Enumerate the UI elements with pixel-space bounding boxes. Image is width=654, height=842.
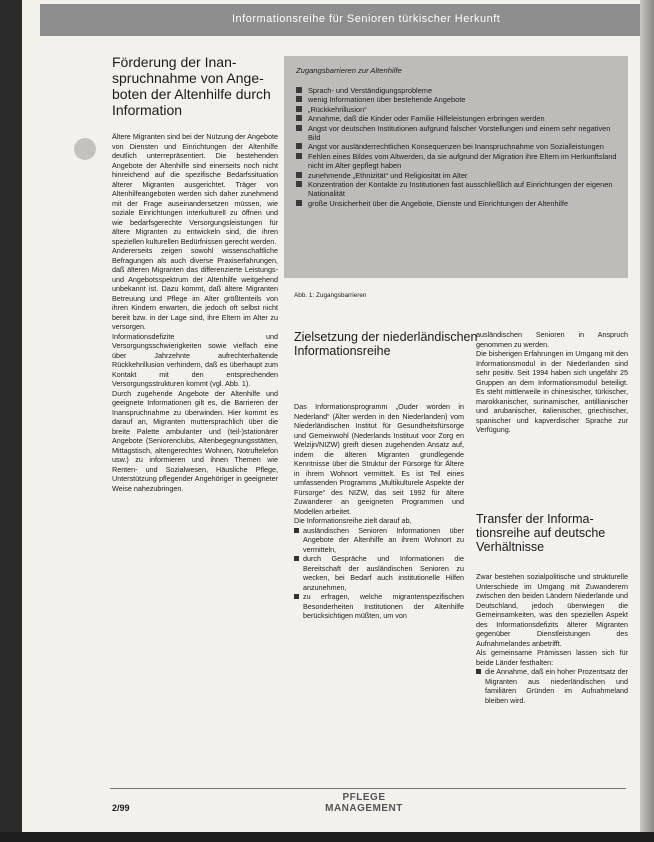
square-bullet-icon bbox=[296, 143, 302, 149]
paragraph: Durch zugehende Angebote der Altenhilfe und geeignete Informationen gilt es, die Barrieren der Inanspruchnahme zu überwinden. Hier kommt es darauf an, Migranten muttersprachlich über die breite Palette ambulanter und (teil-)stationärer Angebote (Seniorenclubs, Altenbegegnungsstätten, Mittagstisch, altengerechtes Wohnen, Notruftelefon usw.) zu informieren und ihnen Themen wie Renten- und Sozialwesen, Häusliche Pflege, Unterstützung pflegender Angehöriger in geeigneter Weise nahezubringen. bbox=[112, 388, 278, 493]
issue-number: 2/99 bbox=[112, 803, 130, 813]
square-bullet-icon bbox=[296, 181, 302, 187]
square-bullet-icon bbox=[296, 125, 302, 131]
barriers-list bbox=[296, 86, 622, 208]
list-item bbox=[294, 526, 464, 555]
paragraph: Die bisherigen Erfahrungen im Umgang mit den Informationsmodul in der Niederlanden sind sehr positiv. Seit 1994 haben sich ungefähr 25 Gruppen an dem Informationsmodul beteiligt. Es steht mittlerweile in chinesischer, türkischer, marokkanischer, surinamischer, antillianischer und arubanischer, italienischer, griechischer, spanischer und kapverdischer Sprache zur Verfügung. bbox=[476, 349, 628, 434]
scan-edge-bottom bbox=[0, 832, 654, 842]
list-item bbox=[296, 199, 622, 208]
paragraph: Ältere Migranten sind bei der Nutzung der Angebote von Diensten und Einrichtungen der Altenhilfe deutlich unterrepräsentiert. Die bestehenden Angebote der Altenhilfe sind einerseits noch nicht hinreichend auf die spezifische Bedarfssituation älterer Migranten ausgerichtet. Träger von Altenhilfeangeboten werden sich daher zunehmend mit der Frage auseinandersetzen müssen, wie soziale Einrichtungen interkulturell zu öffnen und wie bedarfsgerechte Versorgungsleistungen für ältere Migranten zu entwickeln sind, die ihren speziellen kulturellen Bedürfnissen gerecht werden. bbox=[112, 132, 278, 246]
square-bullet-icon bbox=[296, 106, 302, 112]
barriers-box-title: Zugangsbarrieren zur Altenhilfe bbox=[296, 66, 402, 75]
list-item bbox=[296, 152, 622, 171]
middle-column bbox=[294, 402, 464, 621]
figure-caption: Abb. 1: Zugangsbarrieren bbox=[294, 292, 367, 299]
list-item-text: Annahme, daß die Kinder oder Familie Hilfeleistungen erbringen werden bbox=[308, 114, 545, 124]
square-bullet-icon bbox=[294, 594, 299, 599]
list-item bbox=[296, 180, 622, 199]
paragraph: Die Informationsreihe zielt darauf ab, bbox=[294, 516, 412, 525]
list-item-text: Angst vor ausländerrechtlichen Konsequenzen bei Inanspruchnahme von Sozialleistungen bbox=[308, 142, 604, 152]
square-bullet-icon bbox=[296, 200, 302, 206]
header-title: Informationsreihe für Senioren türkischer Herkunft bbox=[232, 13, 501, 25]
list-item-text: Konzentration der Kontakte zu Institutionen fast ausschließlich auf Einrichtungen der eigenen Nationalität bbox=[308, 180, 613, 199]
list-item-text: zu erfragen, welche migrantenspezifischen Besonderheiten Institutionen der Altenhilfe berücksichtigen müßten, um von bbox=[303, 592, 464, 620]
square-bullet-icon bbox=[296, 115, 302, 121]
paragraph: Als gemeinsame Prämissen lassen sich für beide Länder festhalten: bbox=[476, 648, 628, 667]
article-headline: Förderung der Inanspruchnahme von Angeboten der Altenhilfe durch Information bbox=[112, 54, 271, 118]
section-heading-goal: Zielsetzung der niederländischen Informationsreihe bbox=[294, 330, 478, 358]
paragraph: Zwar bestehen sozialpolitische und strukturelle Unterschiede im Umgang mit Zuwanderern zwischen den beiden Ländern Niederlande und Deutschland, jedoch überwiegen die Gemeinsamkeiten, was den speziellen Aspekt des Informationsdefizits älterer Migranten gegenüber Dienstleistungen des Aufnahmelandes anbetrifft. bbox=[476, 572, 628, 648]
paragraph: Das Informationsprogramm „Ouder worden in Nederland“ (Älter werden in den Niederlanden) vom Niederländischen Institut für Gesundheitsfürsorge und Gemeinwohl (Nederlands Instituut voor Zorg en Welzijn/NIZW) greift diesen zugehenden Ansatz auf, indem die älteren Migranten grundlegende Kenntnisse über die Struktur der Fürsorge für Ältere in ihrem Wohnort vermittelt. Es ist Teil eines umfassenden Programms „Multikulturele Aspekte der Fürsorge“ des NIZW, das seit 1992 für ältere Zuwanderer an geeigneten Programmen und Modellen arbeitet. bbox=[294, 402, 464, 516]
list-item bbox=[296, 171, 622, 180]
paragraph: Informationsdefizite und Versorgungsschwierigkeiten sowie vielfach eine über Jahrzehnte aufrechterhaltende Rückkehrillusion verhindern, daß es überhaupt zum Kontakt mit den entsprechenden Versorgungsstrukturen kommt (vgl. Abb. 1). bbox=[112, 331, 278, 388]
list-item-text: durch Gespräche und Informationen die Bereitschaft der ausländischen Senioren zu wecken, bei Bedarf auch institutionelle Hilfen anzunehmen, bbox=[303, 554, 464, 592]
paragraph: ausländischen Senioren in Anspruch genommen zu werden. bbox=[476, 330, 628, 349]
square-bullet-icon bbox=[296, 172, 302, 178]
list-item-text: Angst vor deutschen Institutionen aufgrund falscher Vorstellungen und einem sehr negativen Bild bbox=[308, 123, 611, 143]
list-item bbox=[296, 95, 622, 104]
list-item bbox=[294, 554, 464, 592]
footer-rule bbox=[110, 788, 626, 789]
list-item bbox=[296, 105, 622, 114]
list-item bbox=[296, 124, 622, 143]
list-item-text: „Rückkehrillusion“ bbox=[308, 104, 367, 114]
magazine-logo bbox=[310, 792, 418, 814]
list-item-text: große Unsicherheit über die Angebote, Dienste und Einrichtungen der Altenhilfe bbox=[308, 198, 569, 208]
square-bullet-icon bbox=[296, 153, 302, 159]
list-item bbox=[476, 667, 628, 705]
list-item-text: zunehmende „Ethnizität“ und Religiosität im Alter bbox=[308, 170, 468, 180]
scan-edge-left bbox=[0, 0, 22, 842]
right-column-top bbox=[476, 330, 628, 435]
right-column-bottom bbox=[476, 572, 628, 705]
magazine-logo-line2: MANAGEMENT bbox=[325, 803, 403, 814]
paragraph: Andererseits zeigen sowohl wissenschaftliche Befragungen als auch diverse Praxiserfahrungen, daß älteren Migranten das differenzierte Leistungs- und Angebotsspektrum der Altenhilfe weitgehend unbekannt ist. Dazu kommt, daß ältere Migranten Betreuung und Pflege im Alter größtenteils von ihren Kindern erwarten, die jedoch oft selbst nicht bereit bzw. in der Lage sind, ihre Eltern im Alter zu versorgen. bbox=[112, 246, 278, 331]
scan-edge-right bbox=[640, 0, 654, 842]
list-item bbox=[296, 142, 622, 151]
square-bullet-icon bbox=[296, 96, 302, 102]
square-bullet-icon bbox=[476, 669, 481, 674]
section-heading-transfer: Transfer der Informationsreihe auf deutsche Verhältnisse bbox=[476, 512, 606, 554]
square-bullet-icon bbox=[294, 556, 299, 561]
square-bullet-icon bbox=[294, 528, 299, 533]
header-band bbox=[40, 4, 640, 36]
list-item-text: die Annahme, daß ein hoher Prozentsatz der Migranten aus niederländischen und familiären Gründen im Aufnahmeland bleiben wird. bbox=[485, 667, 628, 705]
list-item-text: Sprach- und Verständigungsprobleme bbox=[308, 86, 433, 95]
list-item-text: wenig Informationen über bestehende Angebote bbox=[308, 95, 466, 105]
list-item bbox=[296, 114, 622, 123]
magazine-logo-line1: PFLEGE bbox=[342, 792, 386, 803]
list-item-text: Fehlen eines Bildes vom Altwerden, da sie aufgrund der Migration ihre Eltern im Herkunftsland nicht im Alter gepflegt haben bbox=[308, 151, 617, 171]
list-item bbox=[294, 592, 464, 621]
left-column bbox=[112, 132, 278, 493]
goals-list bbox=[294, 526, 464, 621]
list-item-text: ausländischen Senioren Informationen über Angebote der Altenhilfe an ihrem Wohnort zu vermitteln, bbox=[303, 525, 464, 554]
premises-list bbox=[476, 667, 628, 705]
page-marker bbox=[74, 138, 96, 160]
square-bullet-icon bbox=[296, 87, 302, 93]
list-item bbox=[296, 86, 622, 95]
